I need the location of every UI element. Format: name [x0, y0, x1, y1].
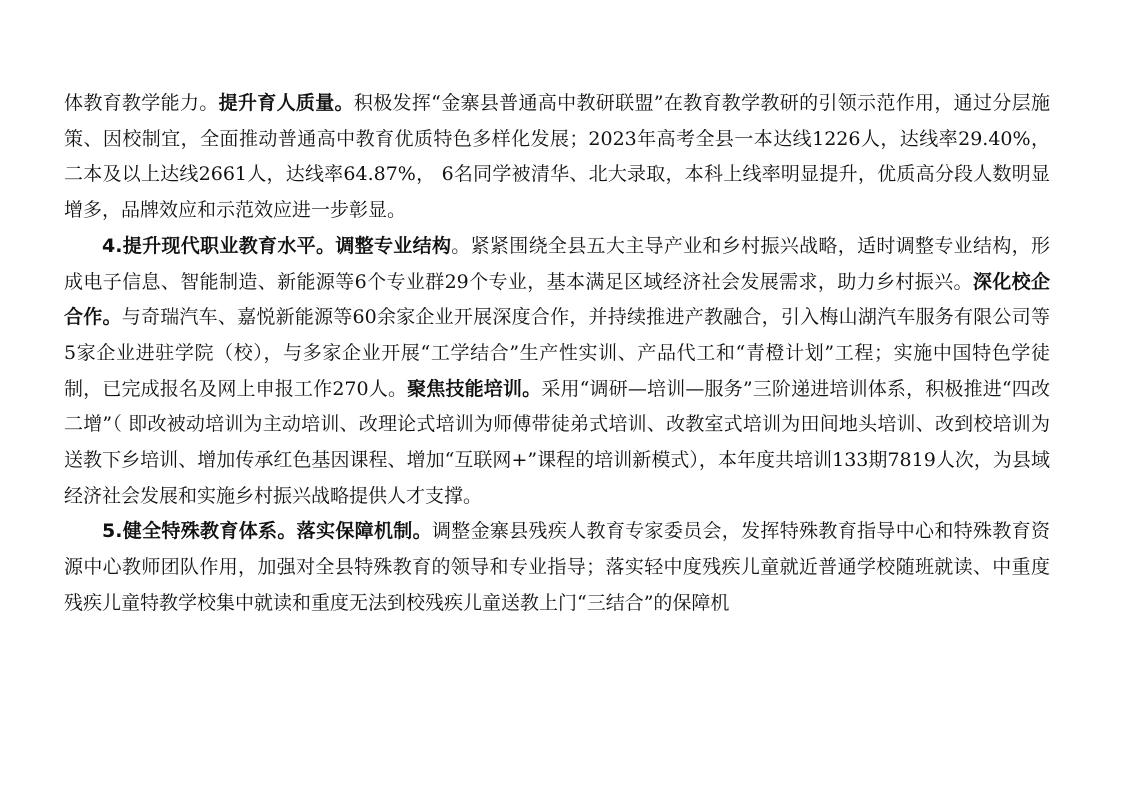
bold-heading: 聚焦技能培训。 [407, 377, 542, 400]
section-heading: 4.提升现代职业教育水平。 [102, 234, 336, 257]
paragraph-text: 体教育教学能力。 [64, 92, 219, 114]
paragraph-quality [64, 86, 1050, 229]
document-page [64, 86, 1050, 622]
bold-heading: 落实保障机制。 [296, 520, 432, 543]
paragraph-text: 与奇瑞汽车、嘉悦新能源等60余家企业开展深度合作，并持续推进产教融合，引入梅山湖汽车服务有限公司等5家企业进驻学院（校），与多家企业开展“工学结合”生产性实训、产品代工和“青橙计划”工程；实施中国特色学徒制，已完成报名及网上申报工作270人。 [64, 306, 1050, 400]
section-heading: 5.健全特殊教育体系。 [102, 520, 297, 543]
paragraph-vocational-education [64, 229, 1050, 515]
bold-heading: 调整专业结构 [335, 234, 452, 257]
paragraph-text: 调整金寨县残疾人教育专家委员会，发挥特殊教育指导中心和特殊教育资源中心教师团队作用，加强对全县特殊教育的领导和专业指导；落实轻中度残疾儿童就近普通学校随班就读、中重度残疾儿童特教学校集中就读和重度无法到校残疾儿童送教上门“三结合”的保障机 [64, 520, 1050, 614]
bold-heading: 深化校企合作。 [64, 270, 1050, 329]
paragraph-text: 采用“调研—培训—服务”三阶递进培训体系，积极推进“四改二增”（ 即改被动培训为主动培训、改理论式培训为师傅带徒弟式培训、改教室式培训为田间地头培训、改到校培训为送教下乡培训、增加传承红色基因课程、增加“互联网+”课程的培训新模式），本年度共培训133期7819人次，为县域经济社会发展和实施乡村振兴战略提供人才支撑。 [64, 377, 1050, 507]
paragraph-special-education [64, 514, 1050, 621]
paragraph-text: 。紧紧围绕全县五大主导产业和乡村振兴战略，适时调整专业结构，形成电子信息、智能制造、新能源等6个专业群29个专业，基本满足区域经济社会发展需求，助力乡村振兴。 [64, 234, 1050, 293]
paragraph-text: 积极发挥“金寨县普通高中教研联盟”在教育教学教研的引领示范作用，通过分层施策、因校制宜，全面推动普通高中教育优质特色多样化发展；2023年高考全县一本达线1226人，达线率29.40%，二本及以上达线2661人，达线率64.87%， 6名同学被清华、北大录取，本科上线率明显提升，优质高分段人数明显增多，品牌效应和示范效应进一步彰显。 [64, 92, 1050, 222]
bold-heading: 提升育人质量。 [218, 92, 354, 114]
